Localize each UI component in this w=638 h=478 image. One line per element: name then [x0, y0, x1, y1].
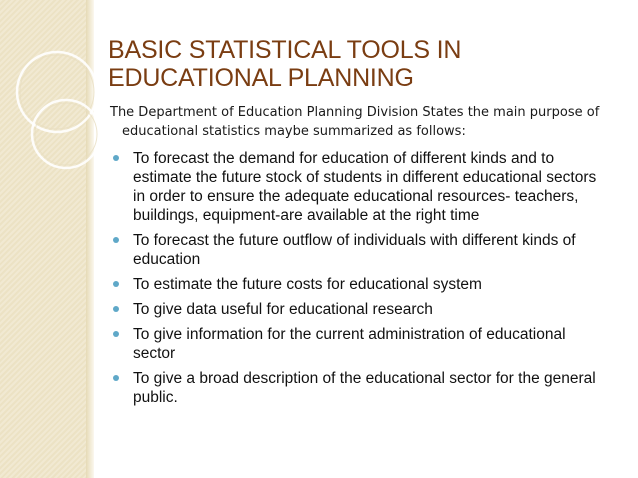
- list-item-text: To give information for the current administration of educational sector: [133, 326, 566, 362]
- list-item-text: To give a broad description of the educational sector for the general public.: [133, 370, 596, 406]
- list-item-text: To forecast the future outflow of individuals with different kinds of education: [133, 232, 576, 268]
- list-item-text: To estimate the future costs for educational system: [133, 276, 482, 293]
- title-line-2: EDUCATIONAL PLANNING: [108, 64, 414, 92]
- bullet-list: [112, 149, 612, 413]
- bullet-icon: [113, 155, 119, 161]
- intro-paragraph: The Department of Education Planning Division States the main purpose of educational statistics maybe summarized as follows:: [110, 105, 600, 139]
- bullet-icon: [113, 375, 119, 381]
- bullet-icon: [113, 331, 119, 337]
- list-item: [112, 149, 612, 225]
- list-item: [112, 275, 612, 294]
- list-item: [112, 325, 612, 363]
- list-item: [112, 300, 612, 319]
- bullet-icon: [113, 306, 119, 312]
- list-item: [112, 231, 612, 269]
- bullet-icon: [113, 237, 119, 243]
- list-item-text: To forecast the demand for education of different kinds and to estimate the future stock of students in different educational sectors in order to ensure the adequate educational resources- teachers, buildings, equipment-are available at the right time: [133, 150, 597, 224]
- list-item: [112, 369, 612, 407]
- list-item-text: To give data useful for educational research: [133, 301, 433, 318]
- bullet-icon: [113, 281, 119, 287]
- slide-title: [108, 36, 608, 92]
- title-line-1: BASIC STATISTICAL TOOLS IN: [108, 36, 462, 64]
